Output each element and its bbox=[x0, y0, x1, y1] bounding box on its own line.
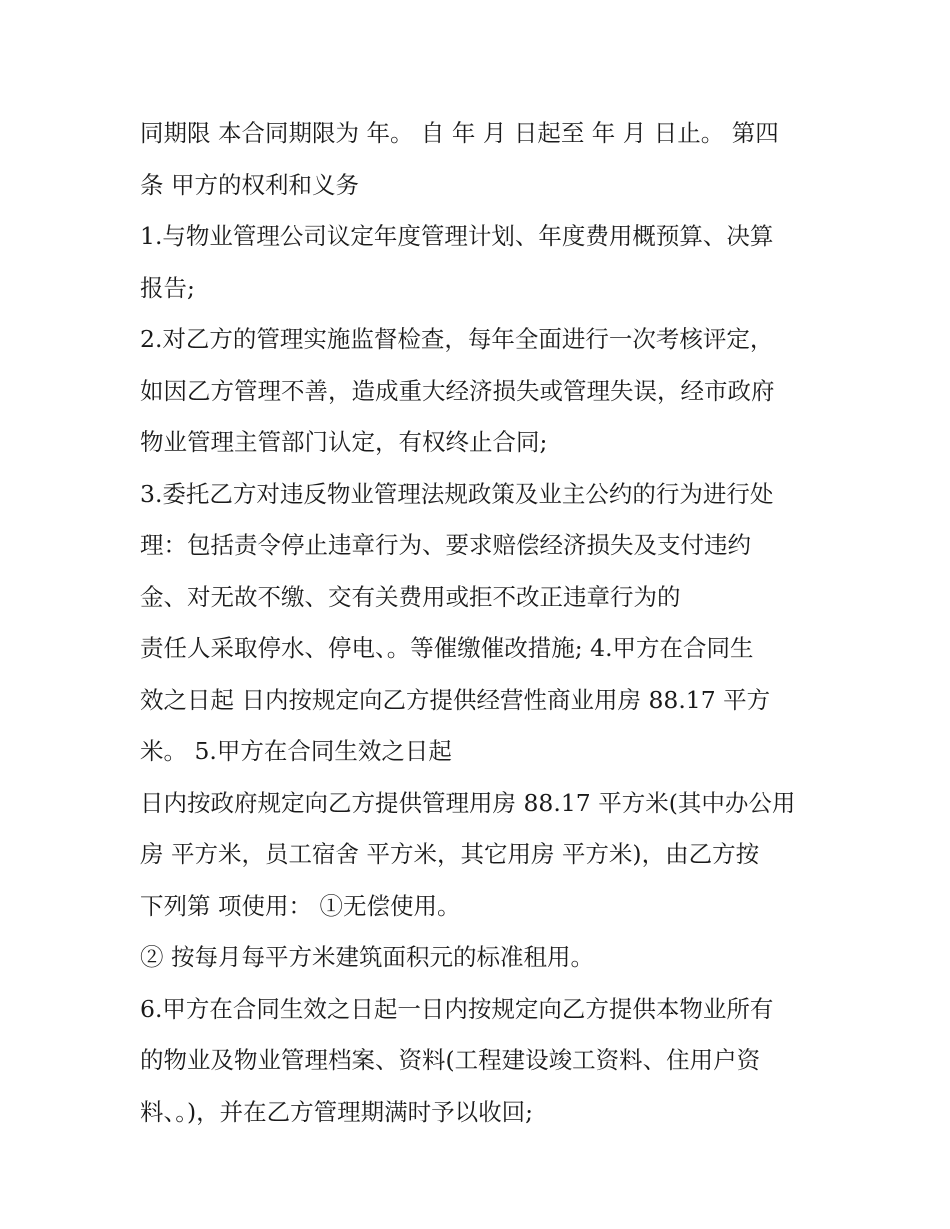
text-line: 1.与物业管理公司议定年度管理计划、年度费用概预算、决算 bbox=[140, 222, 774, 250]
text-line: 金、对无故不缴、交有关费用或拒不改正违章行为的 bbox=[140, 582, 681, 611]
text-line: 料、。)，并在乙方管理期满时予以收回; bbox=[140, 1097, 534, 1126]
text-line: 下列第 项使用： ①无偿使用。 bbox=[140, 891, 461, 920]
contract-text bbox=[140, 108, 820, 1138]
text-line: 米。 5.甲方在合同生效之日起 bbox=[140, 737, 452, 765]
text-line: 条 甲方的权利和义务 bbox=[140, 170, 359, 199]
text-line: 的物业及物业管理档案、资料(工程建设竣工资料、住用户资 bbox=[140, 1046, 761, 1074]
text-line: 房 平方米，员工宿舍 平方米，其它用房 平方米)，由乙方按 bbox=[140, 840, 760, 868]
text-line: ② 按每月每平方米建筑面积元的标准租用。 bbox=[140, 943, 594, 971]
text-line: 3.委托乙方对违反物业管理法规政策及业主公约的行为进行处 bbox=[140, 479, 774, 508]
text-line: 日内按政府规定向乙方提供管理用房 88.17 平方米(其中办公用 bbox=[140, 788, 796, 817]
text-line: 同期限 本合同期限为 年。 自 年 月 日起至 年 月 日止。 第四 bbox=[140, 119, 779, 147]
text-line: 2.对乙方的管理实施监督检查，每年全面进行一次考核评定， bbox=[140, 325, 774, 353]
text-line: 6.甲方在合同生效之日起一日内按规定向乙方提供本物业所有 bbox=[140, 994, 774, 1023]
text-line: 物业管理主管部门认定，有权终止合同; bbox=[140, 428, 548, 456]
text-line: 责任人采取停水、停电、。等催缴催改措施; 4.甲方在合同生 bbox=[140, 634, 754, 662]
text-line: 效之日起 日内按规定向乙方提供经营性商业用房 88.17 平方 bbox=[140, 685, 771, 714]
text-line: 理：包括责令停止违章行为、要求赔偿经济损失及支付违约 bbox=[140, 531, 751, 559]
text-line: 如因乙方管理不善，造成重大经济损失或管理失误，经市政府 bbox=[140, 376, 775, 405]
text-line: 报告; bbox=[140, 273, 195, 302]
